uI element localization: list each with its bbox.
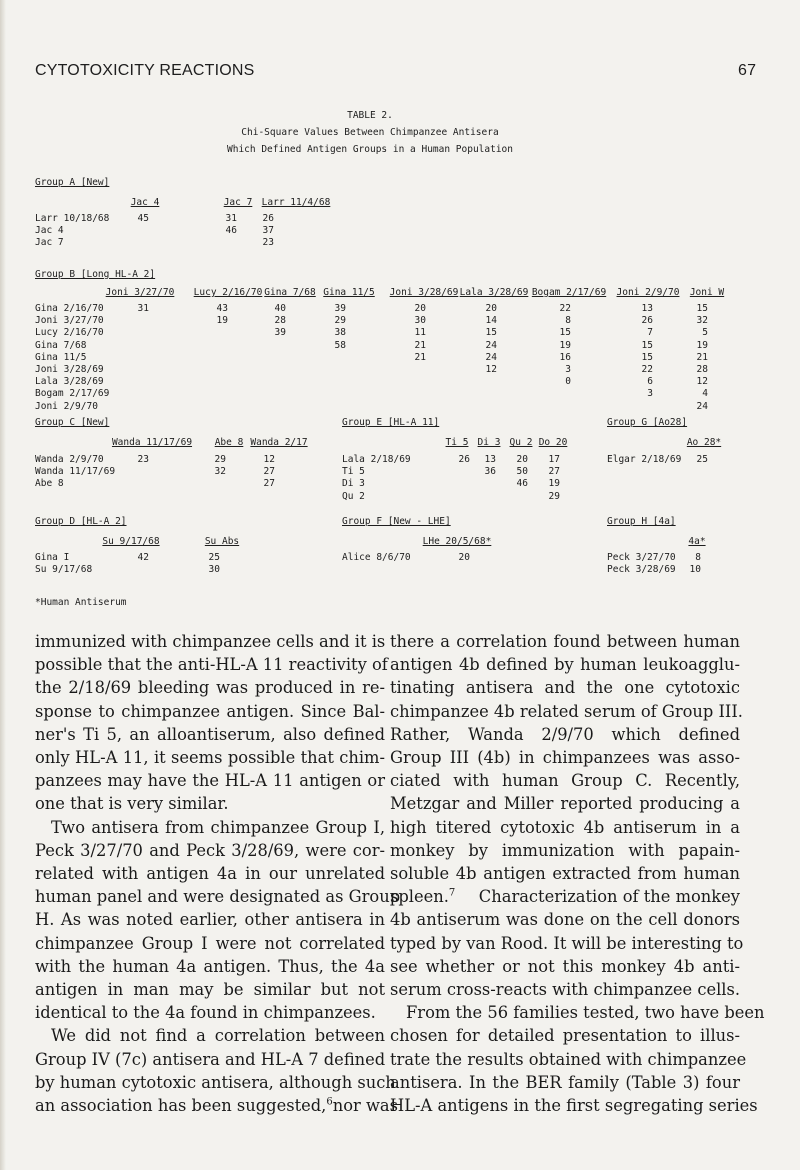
- table-cell: 12: [263, 454, 275, 465]
- table-cell: 36: [484, 466, 496, 478]
- body-line: ner's Ti 5, an alloantiserum, also defined: [35, 724, 385, 744]
- body-line: Peck 3/27/70 and Peck 3/28/69, were cor-: [35, 840, 385, 860]
- table-cell: 3: [647, 388, 653, 400]
- row-label: Ti 5: [342, 466, 365, 478]
- column-header: Abe 8: [214, 437, 244, 448]
- table-cell: 42: [137, 552, 149, 563]
- row-label: Gina 11/5: [35, 351, 87, 363]
- table-cell: 32: [214, 466, 226, 478]
- citation-ref: 7: [448, 887, 456, 899]
- table-cell: 26: [641, 315, 653, 327]
- table-cell: 32: [696, 315, 708, 327]
- row-label: Jac 4: [35, 225, 64, 237]
- table-caption-line2: Which Defined Antigen Groups in a Human Population: [227, 144, 513, 155]
- table-cell: 13: [641, 303, 653, 314]
- row-label: Gina 7/68: [35, 339, 87, 351]
- body-line: panzees may have the HL-A 11 antigen or: [35, 771, 385, 791]
- column-header: LHe 20/5/68*: [422, 536, 492, 547]
- body-line: tinating antisera and the one cytotoxic: [390, 678, 740, 698]
- table-cell: 24: [696, 400, 708, 412]
- group-title: Group H [4a]: [607, 516, 676, 527]
- group-title: Group C [New]: [35, 417, 110, 428]
- table-cell: 28: [274, 315, 286, 327]
- column-header: 4a*: [688, 536, 706, 547]
- table-footnote: *Human Antiserum: [35, 597, 127, 608]
- table-cell: 26: [458, 454, 470, 465]
- column-header: Bogam 2/17/69: [531, 287, 607, 298]
- body-line: Metzgar and Miller reported producing a: [390, 794, 740, 814]
- body-line: only HL-A 11, it seems possible that chim-: [35, 748, 385, 768]
- table-cell: 21: [414, 339, 426, 351]
- body-line: human panel and were designated as Group: [35, 887, 401, 907]
- table-cell: 11: [414, 327, 426, 339]
- body-line-segment: nor was: [332, 1096, 398, 1116]
- body-line: Rather, Wanda 2/9/70 which defined: [390, 724, 740, 744]
- table-cell: 24: [485, 339, 497, 351]
- table-cell: 12: [485, 364, 497, 375]
- row-label: Wanda 2/9/70: [35, 454, 104, 465]
- table-cell: 38: [334, 327, 346, 339]
- body-line: immunized with chimpanzee cells and it is: [35, 632, 386, 651]
- table-cell: 10: [689, 564, 701, 576]
- citation-ref: 6: [326, 1096, 333, 1108]
- body-line: [35, 1094, 398, 1117]
- row-label: Abe 8: [35, 478, 64, 490]
- body-line: see whether or not this monkey 4b anti-: [390, 956, 740, 976]
- table-cell: 45: [137, 213, 149, 224]
- body-line: serum cross-reacts with chimpanzee cells.: [390, 980, 741, 1000]
- table-cell: 12: [696, 376, 708, 388]
- row-label: Elgar 2/18/69: [607, 454, 682, 465]
- body-line: HL-A antigens in the first segregating series: [390, 1096, 758, 1116]
- table-cell: 14: [485, 315, 497, 327]
- column-header: Lucy 2/16/70: [193, 287, 263, 298]
- table-cell: 27: [263, 478, 275, 490]
- column-header: Joni 3/27/70: [105, 287, 175, 298]
- table-cell: 27: [548, 466, 560, 478]
- body-line: antisera. In the BER family (Table 3) four: [390, 1072, 740, 1092]
- table-cell: 17: [548, 454, 560, 465]
- column-header: Joni W: [689, 287, 725, 298]
- column-header: Ao 28*: [686, 437, 722, 448]
- body-line: by human cytotoxic antisera, although such: [35, 1072, 396, 1092]
- page-number: 67: [738, 62, 757, 79]
- table-cell: 23: [137, 454, 149, 465]
- body-line: We did not find a correlation between: [51, 1026, 385, 1046]
- group-title: Group E [HL-A 11]: [342, 417, 440, 428]
- table-cell: 39: [274, 327, 286, 339]
- table-cell: 39: [334, 303, 346, 314]
- table-cell: 29: [334, 315, 346, 327]
- table-cell: 27: [263, 466, 275, 478]
- column-header: Ti 5: [445, 437, 469, 448]
- table-cell: 22: [559, 303, 571, 314]
- table-cell: 24: [485, 351, 497, 363]
- table-cell: 25: [208, 552, 220, 563]
- body-line: Two antisera from chimpanzee Group I,: [51, 817, 385, 837]
- column-header: Su Abs: [204, 536, 240, 547]
- column-header: Gina 11/5: [323, 287, 375, 298]
- column-header: Jac 4: [130, 197, 160, 208]
- column-header: Do 20: [538, 437, 568, 448]
- table-cell: 19: [559, 339, 571, 351]
- body-line: H. As was noted earlier, other antisera in: [35, 910, 385, 930]
- column-header: Su 9/17/68: [102, 536, 160, 547]
- table-cell: 22: [641, 364, 653, 375]
- column-header: Wanda 11/17/69: [111, 437, 193, 448]
- row-label: Su 9/17/68: [35, 564, 93, 576]
- body-column-right: [390, 630, 765, 1117]
- body-line-segment: Characterization of the monkey: [478, 887, 740, 907]
- body-line: related with antigen 4a in our unrelated: [35, 864, 385, 884]
- table-cell: 46: [516, 478, 528, 490]
- column-header: Joni 3/28/69: [389, 287, 459, 298]
- table-cell: 40: [274, 303, 286, 314]
- body-line: antigen in man may be similar but not: [35, 980, 385, 1000]
- table-cell: 8: [695, 552, 701, 563]
- body-line-segment: spleen.: [390, 887, 449, 907]
- table-cell: 19: [216, 315, 228, 327]
- row-label: Wanda 11/17/69: [35, 466, 116, 478]
- body-line: identical to the 4a found in chimpanzees.: [35, 1003, 376, 1023]
- body-line: with the human 4a antigen. Thus, the 4a: [35, 956, 385, 976]
- table-cell: 26: [262, 213, 274, 224]
- row-label: Bogam 2/17/69: [35, 388, 110, 400]
- column-header: Qu 2: [509, 437, 533, 448]
- table-label: TABLE 2.: [347, 110, 393, 121]
- body-line: sponse to chimpanzee antigen. Since Bal-: [35, 701, 385, 721]
- body-line: From the 56 families tested, two have been: [406, 1003, 765, 1023]
- row-label: Joni 3/27/70: [35, 315, 104, 327]
- table-cell: 20: [458, 552, 470, 563]
- running-title: CYTOTOXICITY REACTIONS: [35, 62, 255, 79]
- table-cell: 50: [516, 466, 528, 478]
- group-title: Group G [Ao28]: [607, 417, 688, 428]
- table-cell: 20: [516, 454, 528, 465]
- body-line: trate the results obtained with chimpanzee: [390, 1049, 747, 1069]
- table-cell: 29: [214, 454, 226, 465]
- table-cell: 25: [696, 454, 708, 465]
- table-cell: 20: [414, 303, 426, 314]
- table-cell: 20: [485, 303, 497, 314]
- row-label: Peck 3/28/69: [607, 564, 676, 576]
- table-cell: 3: [565, 364, 571, 375]
- row-label: Joni 3/28/69: [35, 364, 104, 375]
- table-cell: 58: [334, 339, 346, 351]
- body-line: 4b antiserum was done on the cell donors: [390, 910, 740, 930]
- body-line: monkey by immunization with papain-: [390, 840, 740, 860]
- row-label: Di 3: [342, 478, 365, 490]
- table-cell: 15: [485, 327, 497, 339]
- table-cell: 30: [414, 315, 426, 327]
- row-label: Lucy 2/16/70: [35, 327, 104, 339]
- body-line: chimpanzee 4b related serum of Group III.: [390, 701, 743, 721]
- row-label: Peck 3/27/70: [607, 552, 676, 563]
- row-label: Gina 2/16/70: [35, 303, 104, 314]
- group-title: Group D [HL-A 2]: [35, 516, 127, 527]
- table-cell: 8: [565, 315, 571, 327]
- row-label: Jac 7: [35, 237, 64, 249]
- body-column-left: [35, 630, 401, 1117]
- group-title: Group B [Long HL-A 2]: [35, 269, 156, 280]
- row-label: Joni 2/9/70: [35, 400, 98, 412]
- table-cell: 31: [225, 213, 237, 224]
- table-cell: 15: [641, 351, 653, 363]
- body-line: Group IV (7c) antisera and HL-A 7 defined: [35, 1049, 386, 1069]
- body-line: the 2/18/69 bleeding was produced in re-: [35, 678, 385, 698]
- page-edge-shadow: [0, 0, 6, 1170]
- row-label: Qu 2: [342, 490, 365, 502]
- table-cell: 5: [702, 327, 708, 339]
- body-line: soluble 4b antigen extracted from human: [390, 864, 740, 884]
- table-caption-line1: Chi-Square Values Between Chimpanzee Antisera: [241, 127, 499, 138]
- table-cell: 21: [696, 351, 708, 363]
- body-line: there a correlation found between human: [390, 632, 740, 651]
- row-label: Lala 3/28/69: [35, 376, 104, 388]
- group-title: Group F [New - LHE]: [342, 516, 451, 527]
- column-header: Larr 11/4/68: [261, 197, 331, 208]
- column-header: Jac 7: [223, 197, 253, 208]
- table-cell: 19: [696, 339, 708, 351]
- column-header: Lala 3/28/69: [459, 287, 529, 298]
- body-line-segment: an association has been suggested,: [35, 1096, 327, 1116]
- table-cell: 7: [647, 327, 653, 339]
- table-cell: 0: [565, 376, 571, 388]
- table-cell: 4: [702, 388, 708, 400]
- column-header: Di 3: [477, 437, 501, 448]
- table-cell: 19: [548, 478, 560, 490]
- table-cell: 28: [696, 364, 708, 375]
- body-line: possible that the anti-HL-A 11 reactivity of: [35, 655, 388, 675]
- table-cell: 46: [225, 225, 237, 237]
- column-header: Wanda 2/17: [250, 437, 308, 448]
- table-cell: 15: [696, 303, 708, 314]
- body-line: typed by van Rood. It will be interesting to: [390, 933, 744, 953]
- table-cell: 21: [414, 351, 426, 363]
- table-cell: 31: [137, 303, 149, 314]
- body-line: high titered cytotoxic 4b antiserum in a: [390, 817, 740, 837]
- table-cell: 16: [559, 351, 571, 363]
- body-line: antigen 4b defined by human leukoagglu-: [390, 655, 740, 675]
- column-header: Joni 2/9/70: [616, 287, 680, 298]
- table-cell: 15: [559, 327, 571, 339]
- row-label: Alice 8/6/70: [342, 552, 411, 563]
- body-line: one that is very similar.: [35, 794, 229, 814]
- body-line: chimpanzee Group I were not correlated: [35, 933, 385, 953]
- column-header: Gina 7/68: [264, 287, 316, 298]
- row-label: Gina I: [35, 552, 70, 563]
- table-cell: 6: [647, 376, 653, 388]
- table-cell: 30: [208, 564, 220, 576]
- row-label: Lala 2/18/69: [342, 454, 411, 465]
- body-line: Group III (4b) in chimpanzees was asso-: [390, 748, 740, 768]
- body-line: chosen for detailed presentation to illus-: [390, 1026, 740, 1046]
- row-label: Larr 10/18/68: [35, 213, 110, 224]
- body-line: ciated with human Group C. Recently,: [390, 771, 740, 791]
- table-cell: 23: [262, 237, 274, 249]
- table-cell: 13: [484, 454, 496, 465]
- table-cell: 15: [641, 339, 653, 351]
- group-title: Group A [New]: [35, 177, 110, 188]
- table-cell: 37: [262, 225, 274, 237]
- table-cell: 43: [216, 303, 228, 314]
- body-line: [390, 885, 740, 908]
- table-cell: 29: [548, 490, 560, 502]
